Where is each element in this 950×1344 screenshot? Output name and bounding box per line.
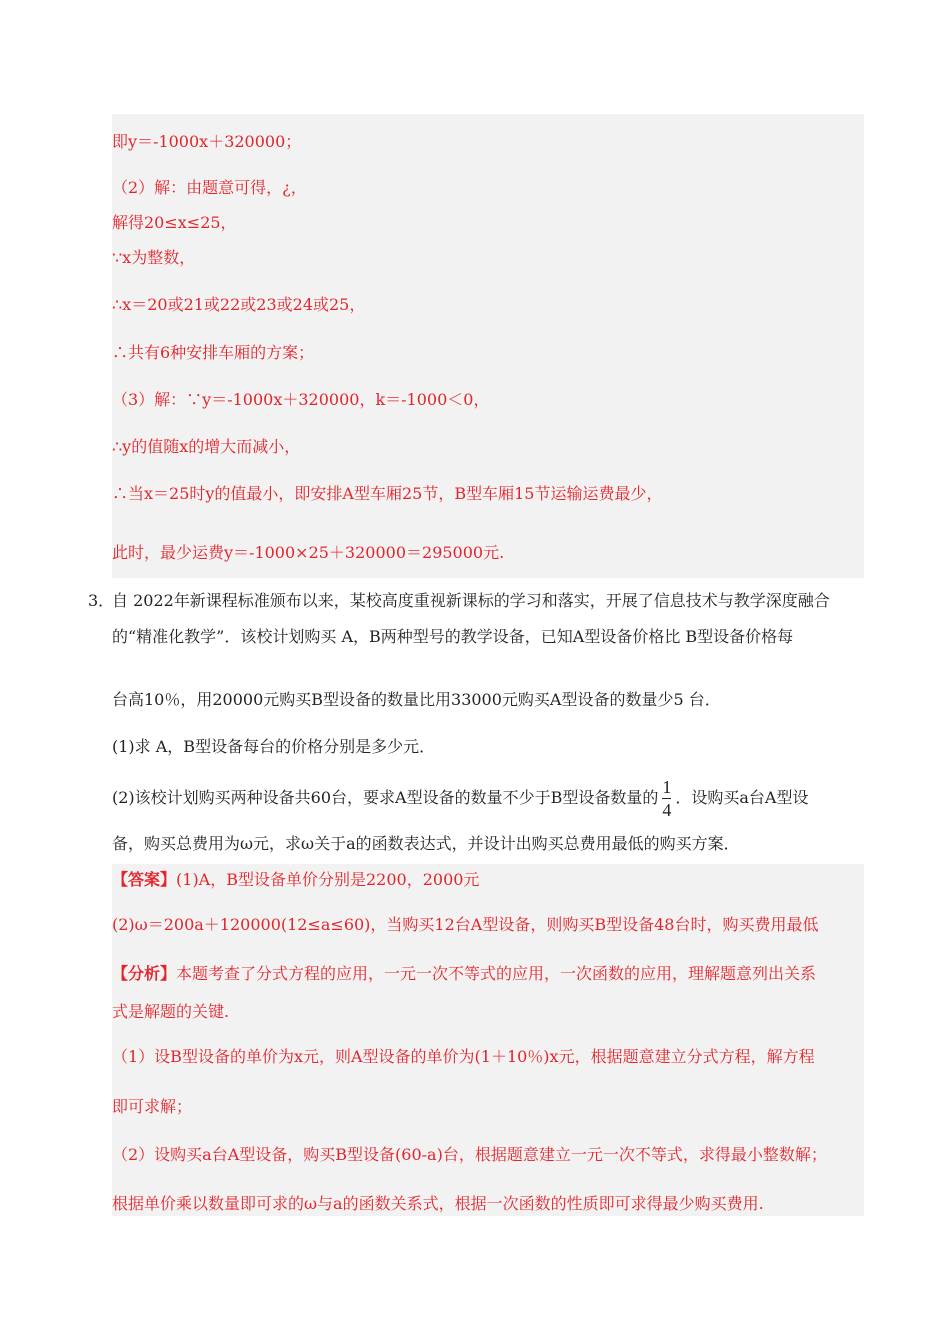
question-text-line-1: 自 2022年新课程标准颁布以来，某校高度重视新课标的学习和落实，开展了信息技术与教学深度融合 bbox=[112, 591, 830, 610]
analysis-line bbox=[112, 963, 816, 985]
analysis-step-2-continued: 根据单价乘以数量即可求的ω与a的函数关系式，根据一次函数的性质即可求得最少购买费用. bbox=[112, 1194, 764, 1213]
solution-line-6: ∴共有6种安排车厢的方案； bbox=[112, 343, 315, 362]
question-text-line-3: 台高10％，用20000元购买B型设备的数量比用33000元购买A型设备的数量少5 台． bbox=[112, 690, 721, 709]
analysis-text: 本题考查了分式方程的应用，一元一次不等式的应用，一次函数的应用，理解题意列出关系 bbox=[176, 964, 817, 983]
answer-part-1: (1)A，B型设备单价分别是2200，2000元 bbox=[176, 870, 480, 889]
solution-line-7: （3）解：∵y＝-1000x＋320000，k＝-1000＜0， bbox=[112, 390, 490, 409]
question-part-2 bbox=[112, 776, 808, 820]
analysis-step-1: （1）设B型设备的单价为x元，则A型设备的单价为(1＋10％)x元，根据题意建立分式方程，解方程 bbox=[112, 1047, 815, 1066]
fraction-denominator: 4 bbox=[662, 800, 672, 820]
solution-line-10: 此时，最少运费y＝-1000×25＋320000＝295000元. bbox=[112, 543, 505, 562]
answer-line bbox=[112, 869, 479, 891]
question-part-2-text: (2)该校计划购买两种设备共60台，要求A型设备的数量不少于B型设备数量的 bbox=[112, 788, 659, 807]
fraction-numerator: 1 bbox=[662, 777, 672, 797]
solution-line-5: ∴x＝20或21或22或23或24或25， bbox=[112, 295, 366, 314]
question-part-2-continued: 备，购买总费用为ω元，求ω关于a的函数表达式，并设计出购买总费用最低的购买方案． bbox=[112, 834, 740, 853]
question-number: 3． bbox=[88, 591, 115, 610]
question-part-2-tail: ．设购买a台A型设 bbox=[675, 788, 809, 807]
solution-line-3: 解得20≤x≤25， bbox=[112, 213, 237, 232]
solution-line-4: ∵x为整数， bbox=[112, 248, 196, 267]
answer-label: 【答案】 bbox=[112, 870, 177, 889]
analysis-step-2: （2）设购买a台A型设备，购买B型设备(60-a)台，根据题意建立一元一次不等式，求得最小整数解； bbox=[112, 1145, 827, 1164]
solution-line-1: 即y＝-1000x＋320000； bbox=[112, 132, 302, 151]
question-part-1: (1)求 A，B型设备每台的价格分别是多少元． bbox=[112, 737, 436, 756]
analysis-label: 【分析】 bbox=[112, 964, 177, 983]
answer-part-2: (2)ω＝200a＋120000(12≤a≤60)，当购买12台A型设备，则购买B型设备48台时，购买费用最低 bbox=[112, 915, 819, 934]
analysis-text-continued: 式是解题的关键. bbox=[112, 1002, 230, 1021]
question-text-line-2: 的“精准化教学”．该校计划购买 A，B两种型号的教学设备，已知A型设备价格比 B型设备价格每 bbox=[112, 627, 794, 646]
solution-line-9: ∴当x＝25时y的值最小，即安排A型车厢25节，B型车厢15节运输运费最少， bbox=[112, 484, 663, 503]
analysis-step-1-continued: 即可求解； bbox=[112, 1097, 193, 1116]
solution-line-8: ∴y的值随x的增大而减小， bbox=[112, 437, 301, 456]
solution-line-2: （2）解：由题意可得，¿， bbox=[112, 178, 307, 197]
fraction-one-quarter bbox=[662, 778, 671, 819]
